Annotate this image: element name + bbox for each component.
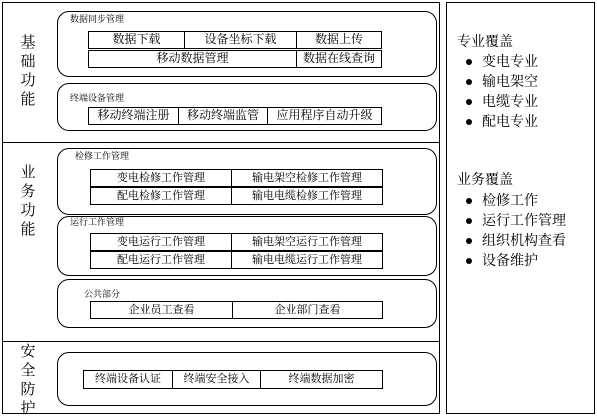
group-title-operation: 运行工作管理 (70, 218, 125, 228)
cell-distribution-maintenance: 配电检修工作管理 (90, 187, 232, 205)
cell-online-data-query: 数据在线查询 (296, 50, 382, 68)
cell-mobile-terminal-register: 移动终端注册 (88, 107, 179, 125)
section-label-business: 业务功能 (20, 163, 36, 238)
cell-terminal-auth: 终端设备认证 (83, 370, 173, 389)
list-item: 输电架空 (460, 72, 538, 92)
group-title-terminal-device: 终端设备管理 (70, 94, 125, 104)
business-coverage-title: 业务覆盖 (457, 172, 513, 188)
cell-overhead-operation: 输电架空运行工作管理 (231, 233, 383, 251)
group-title-maintenance: 检修工作管理 (75, 152, 130, 162)
divider-basic-business (2, 142, 440, 143)
list-item: 电缆专业 (460, 92, 538, 112)
cell-data-download: 数据下载 (88, 31, 185, 49)
bullet-icon (466, 59, 472, 65)
list-item: 组织机构查看 (460, 231, 566, 251)
list-item: 检修工作 (460, 191, 566, 211)
cell-data-upload: 数据上传 (296, 31, 382, 49)
bullet-icon (466, 238, 472, 244)
cell-employee-view: 企业员工查看 (90, 301, 233, 319)
cell-terminal-secure-access: 终端安全接入 (172, 370, 261, 389)
professional-coverage-title: 专业覆盖 (457, 34, 513, 50)
cell-mobile-terminal-monitor: 移动终端监管 (178, 107, 268, 125)
bullet-icon (466, 258, 472, 264)
group-title-data-sync: 数据同步管理 (70, 15, 125, 25)
cell-app-auto-upgrade: 应用程序自动升级 (267, 107, 382, 125)
cell-overhead-maintenance: 输电架空检修工作管理 (231, 169, 383, 187)
bullet-icon (466, 79, 472, 85)
group-title-public: 公共部分 (84, 290, 121, 300)
bullet-icon (466, 218, 472, 224)
cell-cable-maintenance: 输电电缆检修工作管理 (231, 187, 383, 205)
section-label-security: 安全防护 (20, 342, 36, 417)
cell-distribution-operation: 配电运行工作管理 (90, 251, 232, 269)
divider-business-security (2, 341, 440, 342)
cell-mobile-data-manage: 移动数据管理 (88, 50, 297, 68)
bullet-icon (466, 99, 472, 105)
professional-coverage-list (460, 52, 538, 132)
cell-terminal-data-encrypt: 终端数据加密 (260, 370, 383, 389)
list-item: 设备维护 (460, 251, 566, 271)
bullet-icon (466, 198, 472, 204)
list-item: 配电专业 (460, 112, 538, 132)
cell-substation-maintenance: 变电检修工作管理 (90, 169, 232, 187)
list-item: 运行工作管理 (460, 211, 566, 231)
business-coverage-list (460, 191, 566, 271)
cell-substation-operation: 变电运行工作管理 (90, 233, 232, 251)
cell-cable-operation: 输电电缆运行工作管理 (231, 251, 383, 269)
cell-device-coord-download: 设备坐标下载 (184, 31, 297, 49)
list-item: 变电专业 (460, 52, 538, 72)
bullet-icon (466, 119, 472, 125)
cell-department-view: 企业部门查看 (232, 301, 383, 319)
section-label-basic: 基础功能 (20, 33, 36, 108)
